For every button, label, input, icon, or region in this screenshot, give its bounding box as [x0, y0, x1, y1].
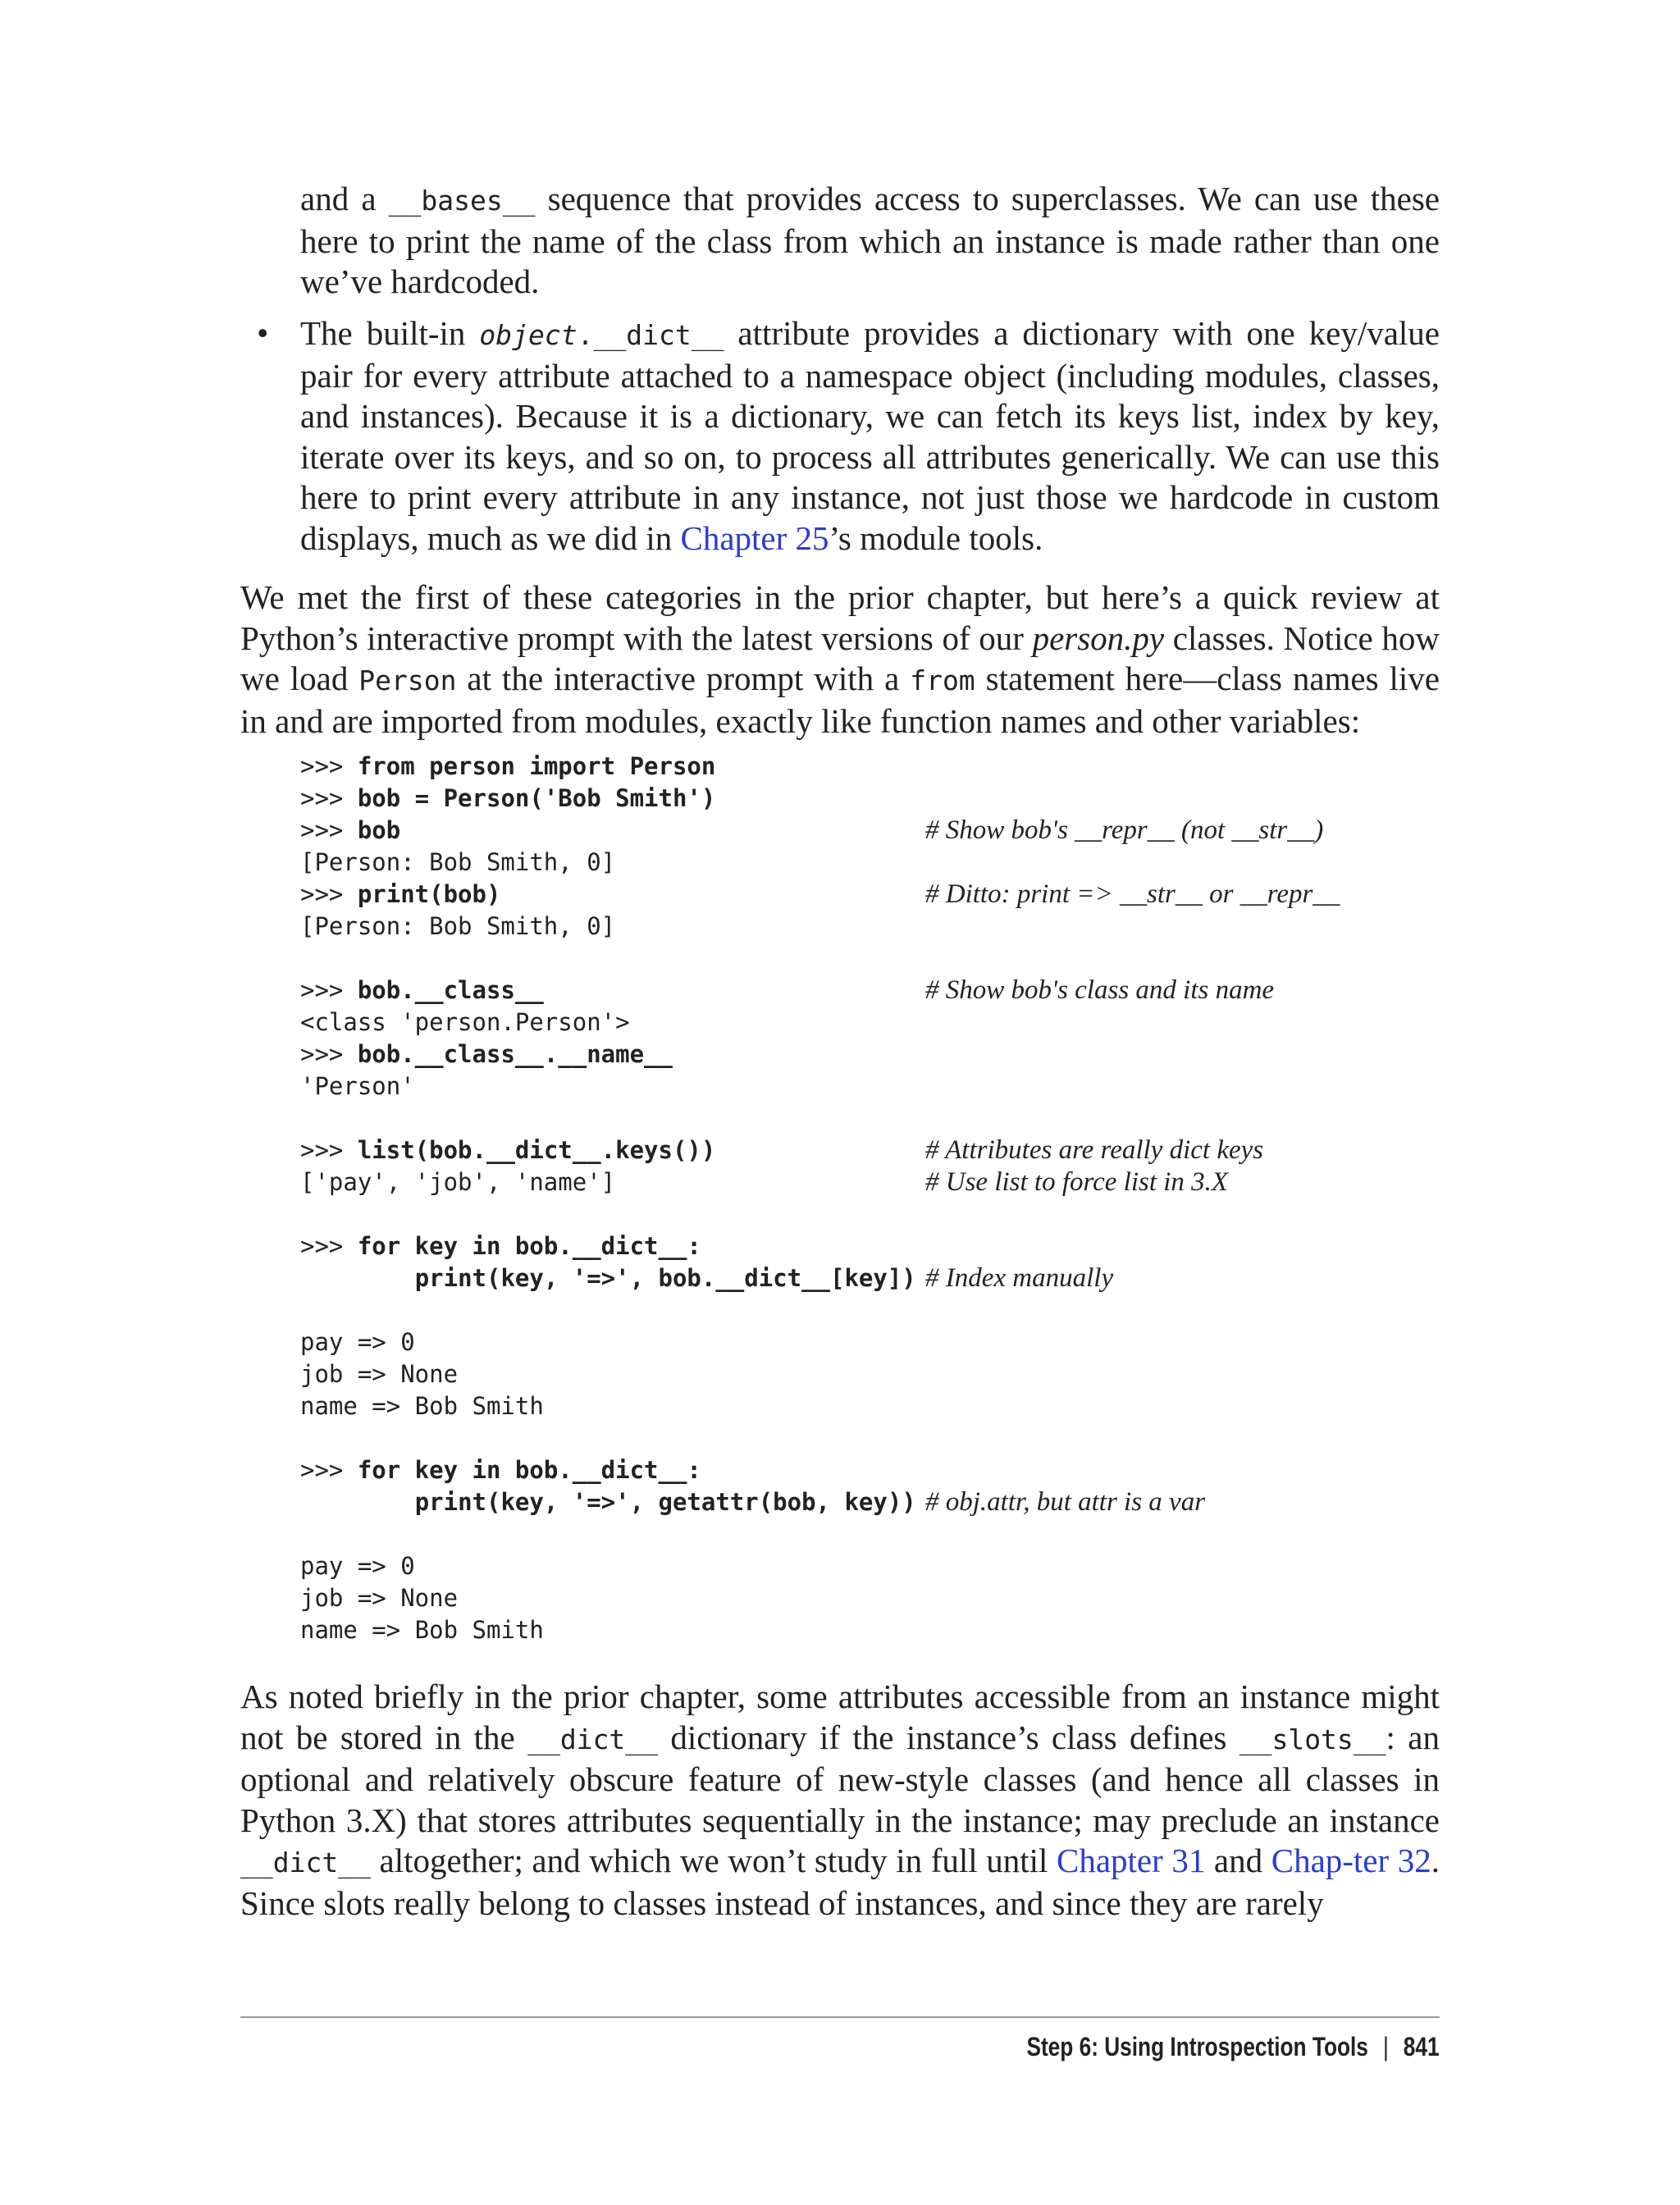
text-run: dictionary if the instance’s class defines: [658, 1718, 1239, 1756]
code-line: [300, 1007, 1449, 1039]
chapter-32-link[interactable]: Chap-ter 32: [1271, 1842, 1431, 1879]
prompt: >>>: [300, 1232, 358, 1260]
code-listing: [300, 751, 1449, 1646]
code-command: bob = Person('Bob Smith'): [357, 784, 716, 812]
code-line: [300, 911, 1449, 943]
dict-bullet-paragraph: [300, 313, 1440, 559]
prompt: >>>: [300, 880, 358, 908]
code-comment: # Show bob's class and its name: [925, 975, 1275, 1005]
code-comment: # obj.attr, but attr is a var: [925, 1487, 1206, 1517]
code-line: [300, 1358, 1449, 1390]
code-comment: # Use list to force list in 3.X: [925, 1167, 1229, 1197]
prompt: >>>: [300, 1040, 358, 1068]
running-footer: [1027, 2026, 1440, 2067]
footer-separator: |: [1383, 2032, 1390, 2061]
text-run: altogether; and which we won’t study in full until: [370, 1842, 1057, 1879]
code-comment: # Show bob's __repr__ (not __str__): [925, 815, 1324, 845]
text-run: and: [1205, 1842, 1271, 1879]
prompt: >>>: [300, 784, 358, 812]
chapter-25-link[interactable]: Chapter 25: [680, 518, 829, 557]
code-line: [300, 1614, 1449, 1646]
code-line: [300, 1102, 1449, 1134]
code-output: pay => 0: [300, 1328, 415, 1356]
code-output: name => Bob Smith: [300, 1392, 544, 1420]
code-line: [300, 1550, 1449, 1582]
code-command: bob: [357, 816, 401, 844]
code-line: [300, 1262, 1449, 1294]
prompt: >>>: [300, 976, 358, 1004]
code-line: [300, 1198, 1449, 1230]
prompt: >>>: [300, 816, 358, 844]
code-output: ['pay', 'job', 'name']: [300, 1168, 616, 1196]
code-line: [300, 1486, 1449, 1518]
code-line: [300, 1326, 1449, 1358]
text-run: sequence that provides access to superclasses. We can use these here to print the name of the class from which an instance is made rather than one we’ve hardcoded.: [300, 180, 1440, 300]
code-line: [300, 1039, 1449, 1071]
footer-rule: [240, 2016, 1440, 2018]
code-output: pay => 0: [300, 1552, 415, 1580]
text-run: at the interactive prompt with a: [456, 660, 911, 697]
code-line: [300, 1294, 1449, 1326]
code-line: [300, 1134, 1449, 1166]
inline-code: Person: [358, 664, 457, 696]
code-comment: # Ditto: print => __str__ or __repr__: [925, 879, 1340, 909]
page-number: 841: [1404, 2032, 1440, 2061]
inline-code: __slots__: [1239, 1723, 1386, 1755]
code-output: job => None: [300, 1584, 459, 1612]
code-line: [300, 751, 1449, 783]
code-command: bob.__class__: [357, 976, 544, 1004]
code-output: 'Person': [300, 1072, 415, 1100]
code-line: [300, 1071, 1449, 1102]
code-command: print(key, '=>', getattr(bob, key)): [414, 1488, 916, 1516]
code-command: for key in bob.__dict__:: [357, 1456, 701, 1484]
code-output: job => None: [300, 1360, 459, 1388]
code-line: [300, 783, 1449, 815]
code-line: [300, 1422, 1449, 1454]
text-run: classes. Notice how we load: [240, 619, 1440, 697]
code-command: bob.__class__.__name__: [357, 1040, 673, 1068]
text-run: The built-in: [300, 314, 480, 352]
code-line: [300, 815, 1449, 847]
code-comment: # Index manually: [925, 1263, 1114, 1293]
inline-code-italic: object: [479, 319, 578, 351]
prompt: >>>: [300, 1456, 358, 1484]
code-line: [300, 1230, 1449, 1262]
code-line: [300, 975, 1449, 1007]
chapter-31-link[interactable]: Chapter 31: [1056, 1842, 1206, 1879]
slots-paragraph: [240, 1677, 1440, 1924]
filename: person.py: [1032, 619, 1165, 657]
prompt: [300, 1488, 415, 1516]
bases-bullet-continuation: [300, 179, 1440, 303]
inline-code: __dict__: [527, 1723, 659, 1755]
review-paragraph: [240, 578, 1440, 742]
code-line: [300, 1582, 1449, 1614]
prompt: >>>: [300, 1136, 358, 1164]
code-command: list(bob.__dict__.keys()): [357, 1136, 716, 1164]
text-run: statement here—class names live in and are imported from modules, exactly like function names and other variables:: [240, 660, 1440, 740]
code-output: [Person: Bob Smith, 0]: [300, 848, 616, 876]
prompt: >>>: [300, 752, 358, 780]
prompt: [300, 1264, 415, 1292]
text-run: We met the first of these categories in the prior chapter, but here’s a quick review at Python’s interactive prompt with the latest versions of our: [240, 578, 1440, 657]
code-line: [300, 1166, 1449, 1198]
code-line: [300, 1454, 1449, 1486]
inline-code: __bases__: [388, 185, 536, 217]
inline-code: .__dict__: [577, 319, 724, 351]
code-command: from person import Person: [357, 752, 716, 780]
code-output: <class 'person.Person'>: [300, 1008, 630, 1036]
code-command: print(bob): [357, 880, 501, 908]
text-run: . Since slots really belong to classes instead of instances, and since they are rarely: [240, 1842, 1440, 1922]
code-output: [Person: Bob Smith, 0]: [300, 912, 616, 940]
code-output: name => Bob Smith: [300, 1616, 544, 1644]
code-line: [300, 1390, 1449, 1422]
code-comment: # Attributes are really dict keys: [925, 1135, 1264, 1165]
code-command: print(key, '=>', bob.__dict__[key]): [414, 1264, 916, 1292]
text-run: and a: [300, 180, 389, 217]
code-command: for key in bob.__dict__:: [357, 1232, 701, 1260]
section-title: Step 6: Using Introspection Tools: [1026, 2032, 1369, 2061]
inline-code: from: [910, 664, 975, 696]
text-run: attribute provides a dictionary with one key/value pair for every attribute attached to a namespace object (including modules, classes, and instances). Because it is a dictionary, we can fetch its keys list, index by key, iterate over its keys, and so on, to process all attributes generically. We can use this here to print every attribute in any instance, not just those we hardcode in custom displays, much as we did in: [300, 314, 1440, 557]
text-run: ’s module tools.: [829, 518, 1043, 557]
code-line: [300, 943, 1449, 975]
code-line: [300, 847, 1449, 879]
text-run: : an optional and relatively obscure feature of new-style classes (and hence all classes in Python 3.X) that stores attributes sequentially in the instance; may preclude an instance: [240, 1718, 1440, 1839]
code-line: [300, 879, 1449, 911]
code-line: [300, 1518, 1449, 1550]
bullet-icon: •: [257, 314, 269, 352]
text-run: As noted briefly in the prior chapter, some attributes accessible from an instance might not be stored in the: [240, 1678, 1440, 1756]
inline-code: __dict__: [240, 1847, 371, 1879]
